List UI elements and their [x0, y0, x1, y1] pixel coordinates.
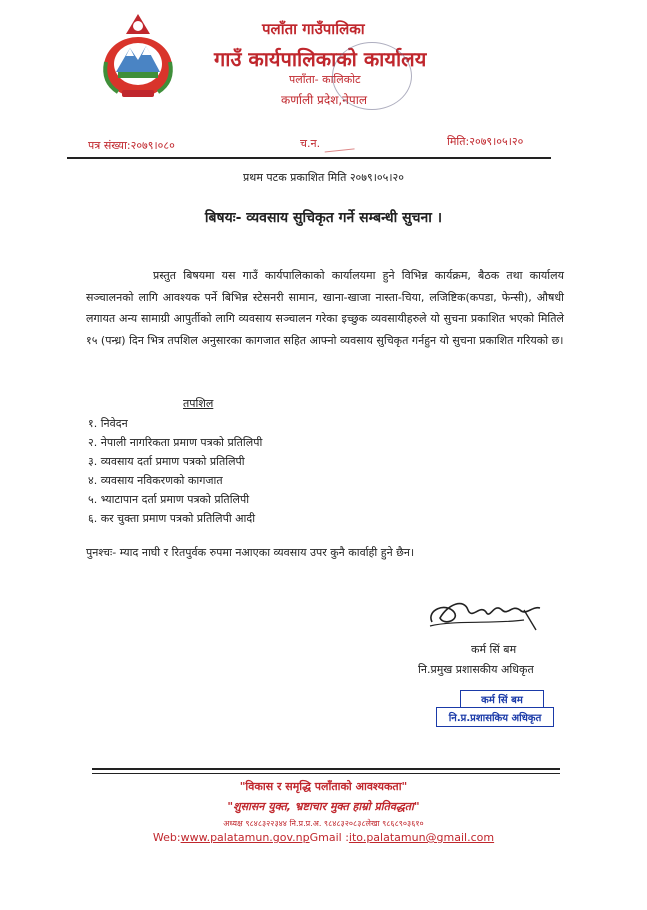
footer-contact [0, 831, 647, 844]
province-name: कर्णाली प्रदेश,नेपाल [281, 93, 367, 107]
required-documents-list [88, 414, 262, 528]
municipality-emblem-logo [96, 12, 180, 100]
notice-paragraph: प्रस्तुत बिषयमा यस गाउँ कार्यपालिकाको कार्यालयमा हुने विभिन्न कार्यक्रम, बैठक तथा कार्यालय सञ्चालनको लागि आवश्यक पर्ने बिभिन्न स्टेसनरी सामान, खाना-खाजा नास्ता-चिया, लजिष्टिक(कपडा, फेन्सी), औषधी लगायत अन्य सामाग्री आपुर्तीको लागि व्यवसाय सञ्चालन गरेका इच्छुक व्यवसायीहरुले यो सुचना प्रकाशित भएको मितिले १५ (पन्ध्र) दिन भित्र तपशिल अनुसारका कागजात सहित आफ्नो व्यवसाय सुचिकृत गर्नहुन यो सुचना प्रकाशित गरियको छ। [86, 269, 564, 347]
list-item: १. निवेदन [88, 417, 128, 430]
list-item: ३. व्यवसाय दर्ता प्रमाण पत्रको प्रतिलिपी [88, 455, 245, 468]
signer-name: कर्म सिं बम [471, 643, 517, 656]
letter-meta-row [0, 135, 647, 156]
stamp-name: कर्म सिं बम [460, 690, 544, 707]
publication-date: प्रथम पटक प्रकाशित मिति २०७९।०५।२० [243, 171, 404, 184]
notice-subject: बिषयः- व्यवसाय सुचिकृत गर्ने सम्बन्धी सुचना । [204, 210, 443, 226]
office-address: पलाँता- कालिकोट [289, 73, 361, 86]
official-name-stamp [436, 690, 554, 727]
dispatch-number-handwritten [323, 136, 354, 152]
footer-phone-numbers: अध्यक्ष ९८४८३२२३४४ नि.प्र.प्र.अ. ९८४८३२०८३८लेखा ९८६८९०३६१० [223, 819, 424, 828]
email-link[interactable]: ito.palatamun@gmail.com [348, 831, 495, 844]
list-item: ६. कर चुक्ता प्रमाण पत्रको प्रतिलिपी आदी [88, 512, 256, 525]
list-item: २. नेपाली नागरिकता प्रमाण पत्रको प्रतिलिपी [88, 436, 263, 449]
letter-date: मिति:२०७९।०५।२० [447, 135, 524, 148]
dispatch-number [300, 136, 354, 151]
details-heading: तपशिल [183, 397, 214, 410]
stamp-title: नि.प्र.प्रशासकिय अधिकृत [436, 707, 554, 727]
signer-title: नि.प्रमुख प्रशासकीय अधिकृत [418, 663, 534, 676]
office-name: गाउँ कार्यपालिकाको कार्यालय [214, 47, 427, 71]
office-round-stamp [332, 42, 412, 110]
notice-body [86, 265, 564, 351]
municipality-name: पलाँता गाउँपालिका [262, 20, 365, 38]
header-divider [67, 157, 551, 159]
website-link[interactable]: www.palatamun.gov.np [180, 831, 310, 844]
footer-motto-development: "विकास र समृद्धि पलाँताको आवश्यकता" [239, 780, 408, 793]
handwritten-signature [424, 590, 552, 640]
footer-motto-governance: "शुसासन युक्त, भ्रष्टाचार मुक्त हाम्रो प्रतिवद्धता" [227, 800, 420, 813]
postscript-note: पुनश्चः- म्याद नाघी र रितपुर्वक रुपमा नआएका व्यवसाय उपर कुनै कार्वाही हुने छैन। [86, 546, 415, 559]
list-item: ४. व्यवसाय नविकरणको कागजात [88, 474, 223, 487]
footer-divider-thin [92, 773, 560, 774]
reference-number: पत्र संख्या:२०७९।०८० [88, 139, 175, 152]
web-label: Web: [152, 831, 181, 844]
gmail-label: Gmail : [309, 831, 349, 844]
list-item: ५. भ्याटापान दर्ता प्रमाण पत्रको प्रतिलिपी [88, 493, 250, 506]
footer-divider-thick [92, 768, 560, 770]
dispatch-number-label: च.न. [300, 137, 321, 150]
